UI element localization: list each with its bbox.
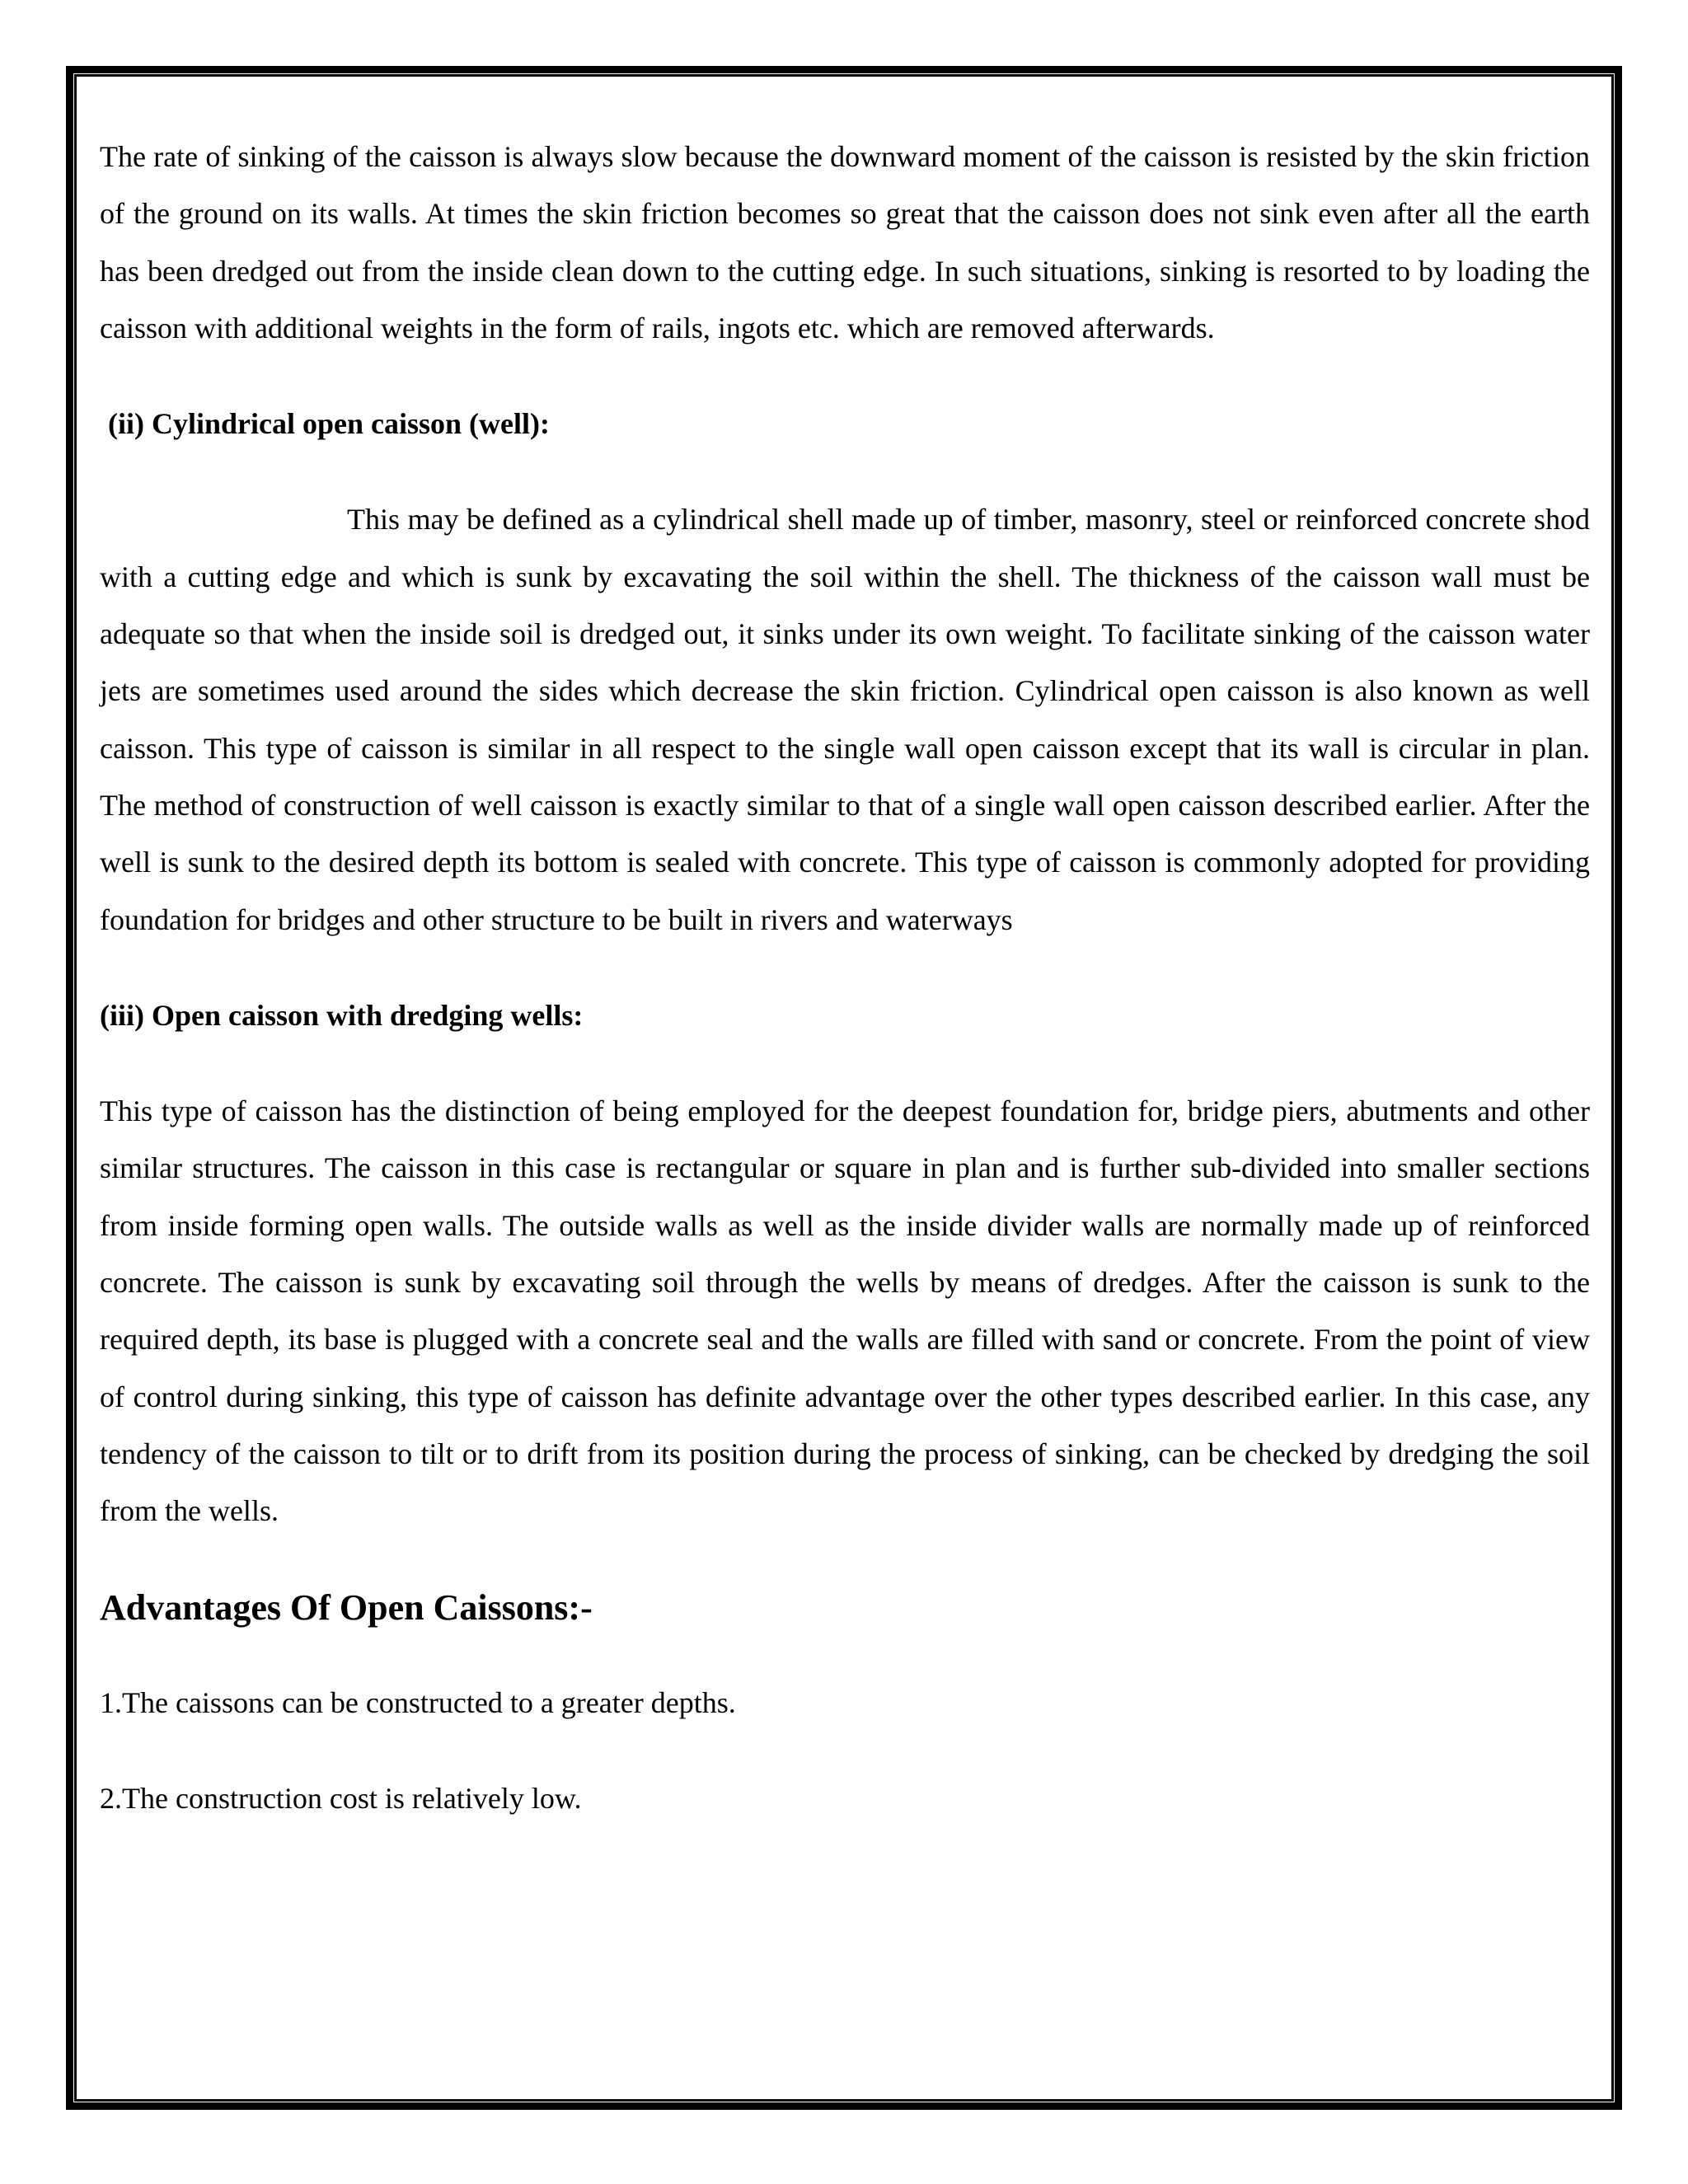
- cylindrical-caisson-text: This may be defined as a cylindrical shell made up of timber, masonry, steel or reinforced concrete shod with a cutting edge and which is sunk by excavating the soil within the shell. The thickness of the caisson wall must be adequate so that when the inside soil is dredged out, it sinks under its own weight. To facilitate sinking of the caisson water jets are sometimes used around the sides which decrease the skin friction. Cylindrical open caisson is also known as well caisson. This type of caisson is similar in all respect to the single wall open caisson except that its wall is circular in plan. The method of construction of well caisson is exactly similar to that of a single wall open caisson described earlier. After the well is sunk to the desired depth its bottom is sealed with concrete. This type of caisson is commonly adopted for providing foundation for bridges and other structure to be built in rivers and waterways: [100, 503, 1590, 936]
- advantage-item-1: 1.The caissons can be constructed to a greater depths.: [100, 1685, 736, 1719]
- dredging-wells-heading: (iii) Open caisson with dredging wells:: [100, 998, 584, 1032]
- cylindrical-caisson-heading: (ii) Cylindrical open caisson (well):: [108, 407, 550, 441]
- dredging-wells-paragraph: This type of caisson has the distinction of being employed for the deepest foundation for, bridge piers, abutments and other similar structures. The caisson in this case is rectangular or square in plan and is further sub-divided into smaller sections from inside forming open walls. The outside walls as well as the inside divider walls are normally made up of reinforced concrete. The caisson is sunk by excavating soil through the wells by means of dredges. After the caisson is sunk to the required depth, its base is plugged with a concrete seal and the walls are filled with sand or concrete. From the point of view of control during sinking, this type of caisson has definite advantage over the other types described earlier. In this case, any tendency of the caisson to tilt or to drift from its position during the process of sinking, can be checked by dredging the soil from the wells.: [100, 1094, 1590, 1528]
- advantage-item-2: 2.The construction cost is relatively low.: [100, 1782, 582, 1816]
- advantages-heading: Advantages Of Open Caissons:-: [100, 1586, 593, 1628]
- cylindrical-caisson-paragraph: [100, 491, 1590, 948]
- sinking-rate-paragraph: The rate of sinking of the caisson is always slow because the downward moment of the caisson is resisted by the skin friction of the ground on its walls. At times the skin friction becomes so great that the caisson does not sink even after all the earth has been dredged out from the inside clean down to the cutting edge. In such situations, sinking is resorted to by loading the caisson with additional weights in the form of rails, ingots etc. which are removed afterwards.: [100, 140, 1590, 344]
- page-content: [100, 129, 1590, 1827]
